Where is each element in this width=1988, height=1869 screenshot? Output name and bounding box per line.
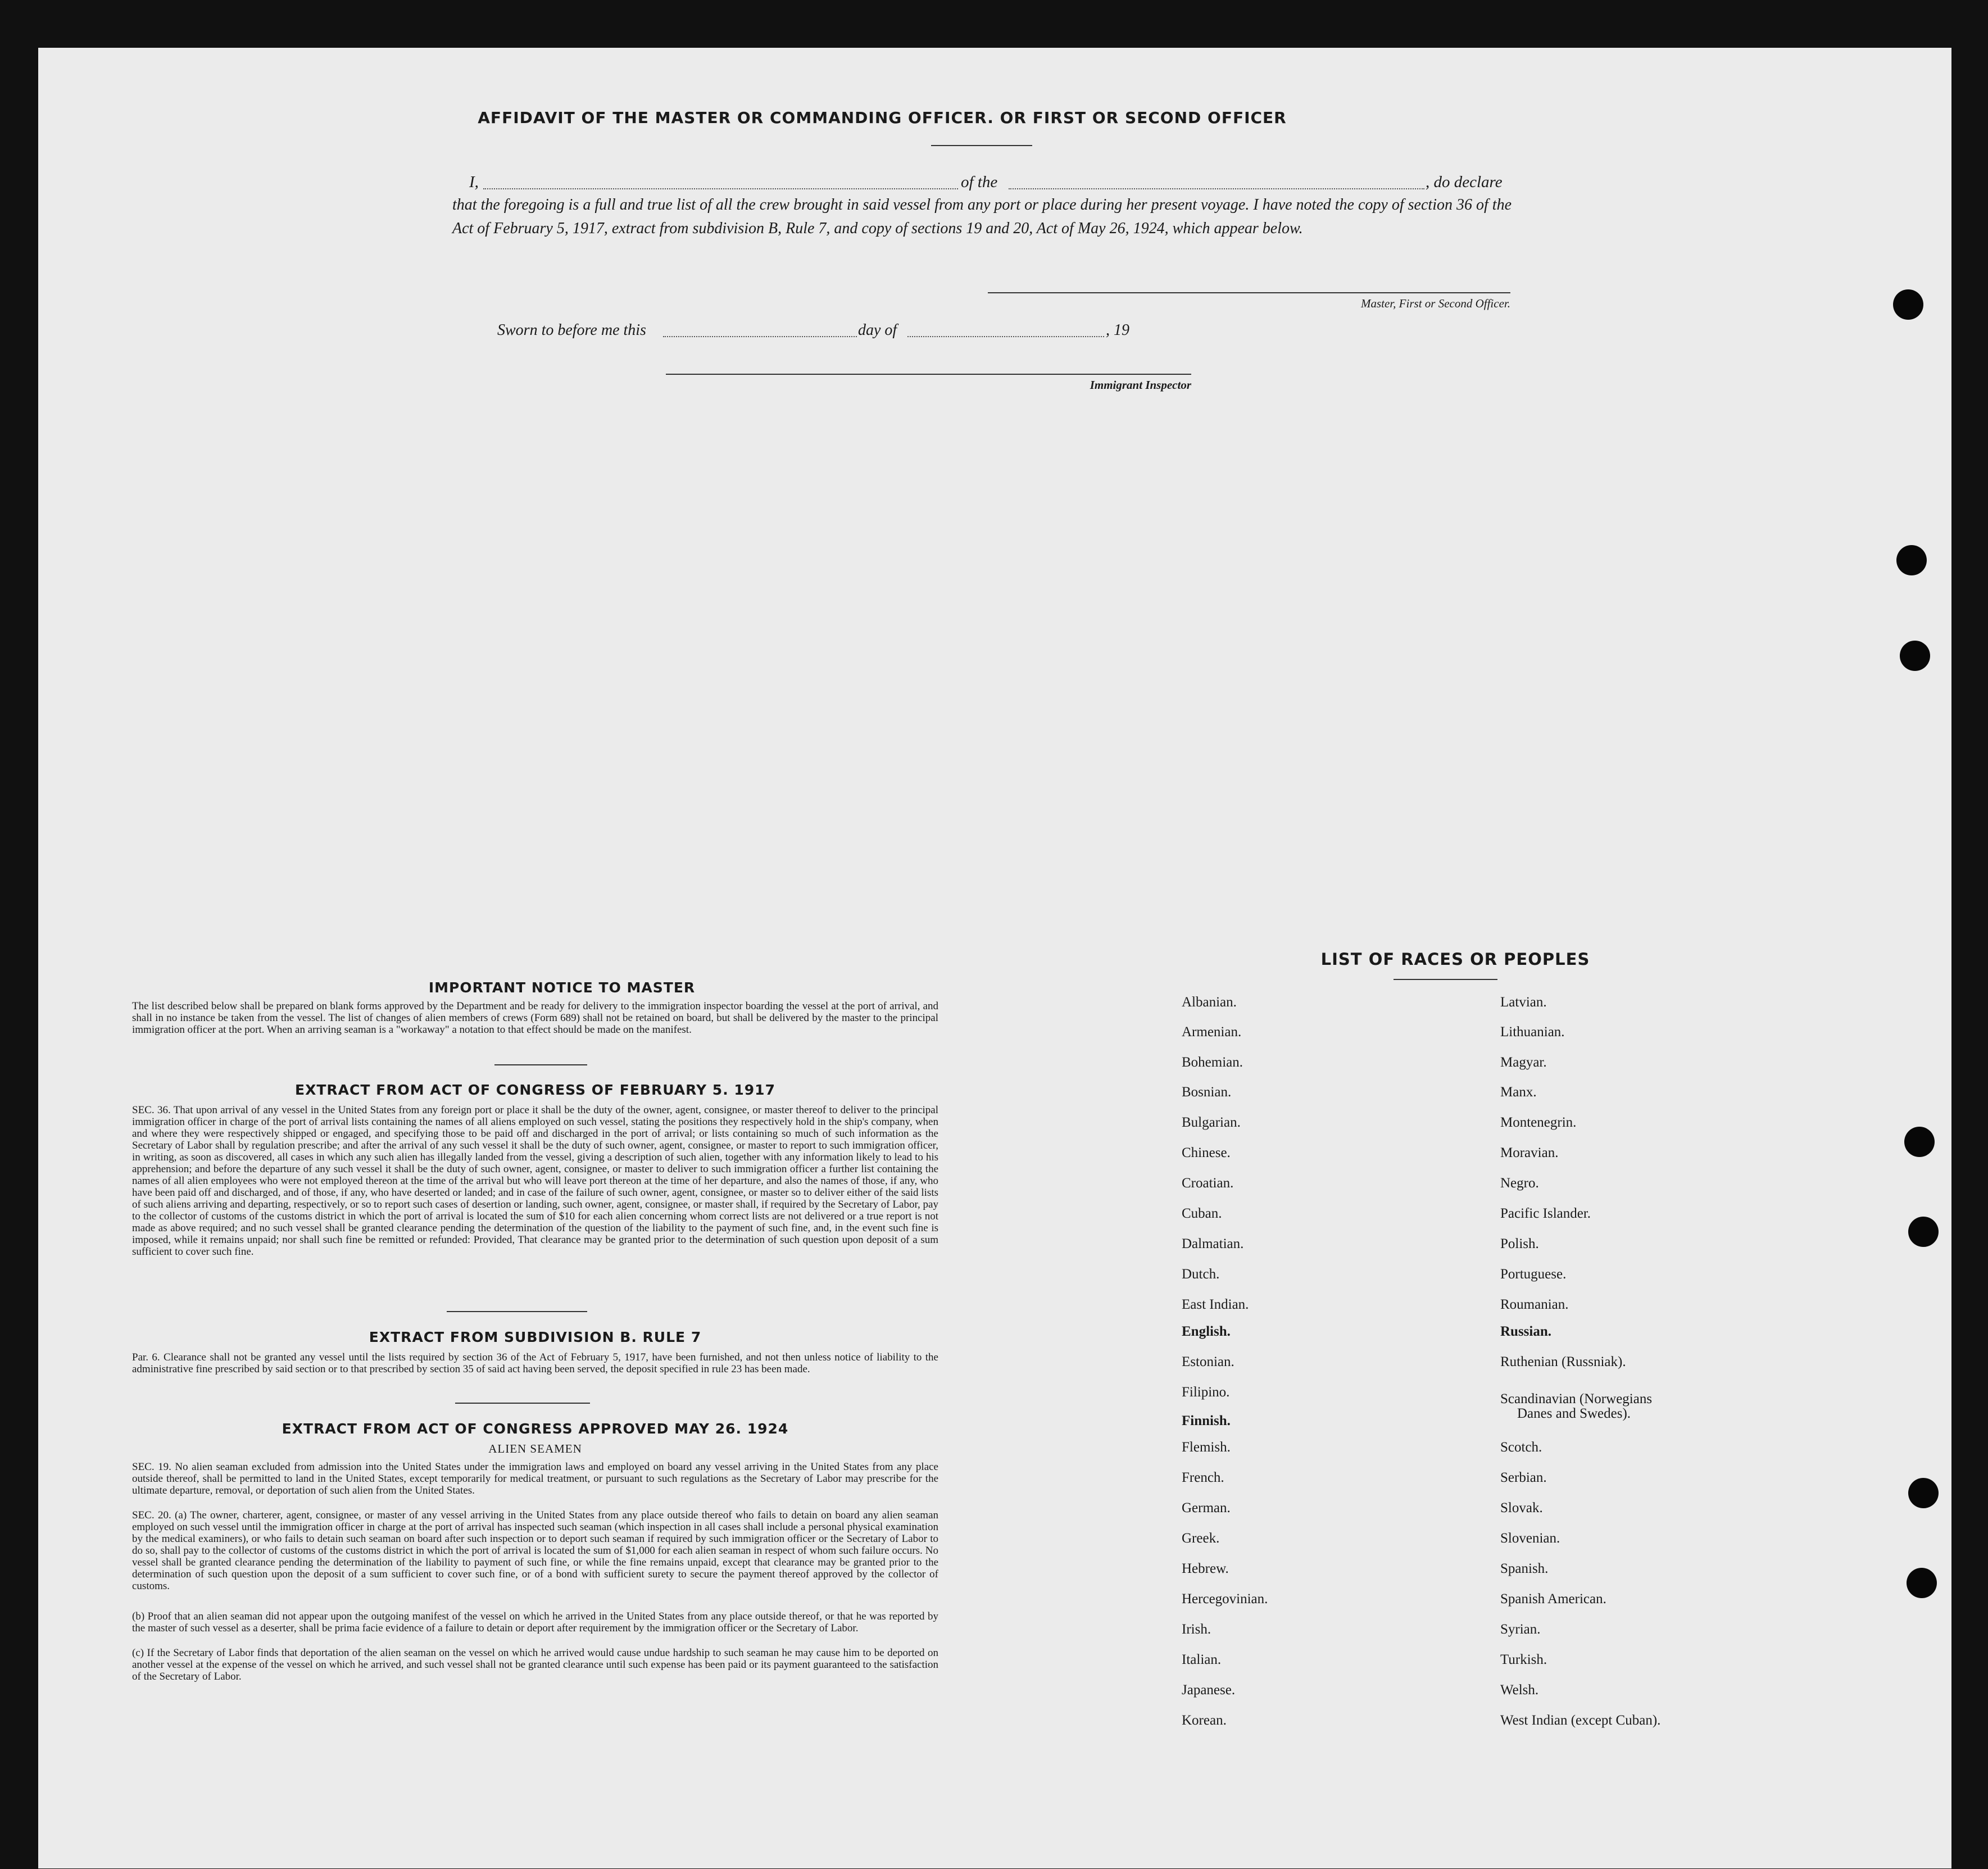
race-item: Moravian.	[1500, 1145, 1559, 1160]
race-item: Bohemian.	[1182, 1055, 1243, 1070]
affidavit-body: that the foregoing is a full and true list of all the crew brought in said vessel from any port or place during her present voyage. I have noted the copy of section 36 of the Act of February 5, 1917, extract from subdivision B, Rule 7, and copy of sections 19 and 20, Act of May 26, 1924, which appear below.	[452, 196, 1512, 237]
race-item: Chinese.	[1182, 1145, 1231, 1160]
binder-hole	[1908, 1217, 1939, 1247]
divider	[494, 1064, 587, 1065]
race-item: Cuban.	[1182, 1206, 1222, 1221]
sworn-label: Sworn to before me this	[497, 321, 646, 339]
race-item: Albanian.	[1182, 995, 1237, 1010]
race-item: Scandinavian (Norwegians	[1500, 1391, 1653, 1407]
race-item: Manx.	[1500, 1085, 1537, 1100]
extract-1924-sec19: SEC. 19. No alien seaman excluded from admission into the United States under the immigration laws and employed on board any vessel arriving in the United States from any place outside thereof, shall be permitted to land in the United States, except temporarily for medical treatment, or pursuant to such regulations as the Secretary of Labor may prescribe for the ultimate departure, removal, or deportation of such alien from the United States.	[132, 1461, 938, 1496]
divider	[455, 1403, 590, 1404]
race-item: Lithuanian.	[1500, 1024, 1565, 1040]
race-item: Dutch.	[1182, 1267, 1220, 1282]
race-item: Polish.	[1500, 1236, 1539, 1251]
race-item: Syrian.	[1500, 1622, 1541, 1637]
race-item: German.	[1182, 1500, 1231, 1516]
race-item: Dalmatian.	[1182, 1236, 1244, 1251]
race-item: Slovak.	[1500, 1500, 1543, 1516]
race-item: Montenegrin.	[1500, 1115, 1577, 1130]
notice-text: The list described below shall be prepared on blank forms approved by the Department and be ready for delivery to the immigration inspector boarding the vessel at the port of arrival, and shall in no instance be taken from the vessel. The list of changes of alien members of crews (Form 689) shall not be retained on board, but shall be delivered by the master to the principal immigration officer at the port. When an arriving seaman is a "workaway" a notation to that effect should be made on the manifest.	[132, 1000, 938, 1036]
race-item: Spanish American.	[1500, 1591, 1606, 1607]
race-item: Korean.	[1182, 1713, 1227, 1728]
race-item: Scotch.	[1500, 1440, 1542, 1455]
race-item: Pacific Islander.	[1500, 1206, 1591, 1221]
declare-label: , do declare	[1426, 173, 1503, 191]
race-item: Slovenian.	[1500, 1531, 1560, 1546]
extract-rule7-text: Par. 6. Clearance shall not be granted any vessel until the lists required by section 36 of the Act of February 5, 1917, have been furnished, and not then unless notice of liability to the administrative fine prescribed by said section or to that prescribed by section 35 of said act having been served, the deposit specified in rule 23 has been made.	[132, 1351, 938, 1375]
binder-hole	[1896, 545, 1927, 575]
race-item: Negro.	[1500, 1176, 1539, 1191]
race-item: English.	[1182, 1324, 1231, 1339]
affidavit-title: AFFIDAVIT OF THE MASTER OR COMMANDING OFFICER. OR FIRST OR SECOND OFFICER	[478, 108, 1287, 127]
race-item: Irish.	[1182, 1622, 1211, 1637]
extract-1924-sec20a: SEC. 20. (a) The owner, charterer, agent, consignee, or master of any vessel arriving in the United States from any place outside thereof who fails to detain on board any alien seaman employed on such vessel until the immigration officer in charge at the port of arrival has inspected such seaman (which inspection in all cases shall include a personal physical examination by the medical examiners), or who fails to detain such seaman on board after such inspection or to deport such seaman if required by such immigration officer or the Secretary of Labor to do so, shall pay to the collector of customs of the customs district in which the port of arrival is located the sum of $1,000 for each alien seaman in respect of whom such failure occurs. No vessel shall be granted clearance pending the determination of the liability to payment of such fine, or while the fine remains unpaid, except that clearance may be granted prior to the determination of such question upon the deposit of a sum sufficient to cover such fine, or of a bond with sufficient surety to secure the payment thereof approved by the collector of customs.	[132, 1509, 938, 1592]
race-item: Spanish.	[1500, 1561, 1549, 1576]
day-of-label: day of	[858, 321, 897, 339]
race-item: Armenian.	[1182, 1024, 1242, 1040]
race-item: Latvian.	[1500, 995, 1547, 1010]
race-item: Serbian.	[1500, 1470, 1547, 1485]
race-item: Croatian.	[1182, 1176, 1234, 1191]
race-item: East Indian.	[1182, 1297, 1249, 1312]
race-item: Ruthenian (Russniak).	[1500, 1354, 1626, 1369]
vessel-label: of the	[961, 173, 998, 191]
race-item: French.	[1182, 1470, 1224, 1485]
signature-line	[988, 292, 1510, 293]
document-page	[38, 48, 1951, 1868]
extract-1924-sec20b: (b) Proof that an alien seaman did not appear upon the outgoing manifest of the vessel on which he arrived in the United States from any place outside thereof, or that he was reported by the master of such vessel as a deserter, shall be prima facie evidence of a failure to detain or deport after requirement by the immigration officer or the Secretary of Labor.	[132, 1611, 938, 1634]
binder-hole	[1900, 641, 1930, 671]
sworn-day-field[interactable]	[663, 336, 857, 337]
race-item: Turkish.	[1500, 1652, 1547, 1667]
race-item: West Indian (except Cuban).	[1500, 1713, 1661, 1728]
extract-1924-subtitle: ALIEN SEAMEN	[488, 1442, 582, 1455]
race-item: Portuguese.	[1500, 1267, 1567, 1282]
race-item: Russian.	[1500, 1324, 1552, 1339]
divider	[447, 1311, 587, 1312]
extract-rule7-title: EXTRACT FROM SUBDIVISION B. RULE 7	[369, 1329, 702, 1345]
race-item: Estonian.	[1182, 1354, 1234, 1369]
year-label: , 19	[1106, 321, 1129, 339]
divider	[931, 145, 1032, 146]
race-item: Roumanian.	[1500, 1297, 1569, 1312]
divider	[1394, 979, 1497, 980]
inspector-label: Immigrant Inspector	[1090, 378, 1191, 392]
binder-hole	[1893, 289, 1923, 320]
binder-hole	[1907, 1568, 1937, 1598]
race-item: Finnish.	[1182, 1413, 1231, 1428]
notice-title: IMPORTANT NOTICE TO MASTER	[428, 979, 696, 996]
binder-hole	[1904, 1127, 1935, 1157]
race-item: Japanese.	[1182, 1682, 1236, 1698]
race-item: Bulgarian.	[1182, 1115, 1241, 1130]
extract-1924-sec20c: (c) If the Secretary of Labor finds that deportation of the alien seaman on the vessel on which he arrived would cause undue hardship to such seaman he may cause him to be deported on another vessel at the expense of the vessel on which he arrived, and such vessel shall not be granted clearance until such expense has been paid or its payment guaranteed to the satisfaction of the Secretary of Labor.	[132, 1647, 938, 1682]
declarant-label: I,	[469, 173, 479, 191]
extract-1917-text: SEC. 36. That upon arrival of any vessel in the United States from any foreign port or place it shall be the duty of the owner, agent, consignee, or master thereof to deliver to the principal immigration officer in charge of the port of arrival lists containing the names of all aliens employed on such vessel, stating the positions they respectively hold in the ship's company, when and where they were respectively shipped or engaged, and specifying those to be paid off and discharged in the port of arrival; or lists containing so much of such information as the Secretary of Labor shall by regulation prescribe; and after the arrival of any such vessel it shall be the duty of such owner, agent, consignee, or master to report to such immigration officer, in writing, as soon as discovered, all cases in which any such alien has illegally landed from the vessel, giving a description of such alien, together with any information likely to lead to his apprehension; and before the departure of any such vessel it shall be the duty of such owner, agent, consignee, or master to deliver to such immigration officer a further list containing the names of all alien employees who were not employed thereon at the time of the arrival but who will leave port thereon at the time of her departure, and also the names of those, if any, who have been paid off and discharged, and of those, if any, who have deserted or landed; and in case of the failure of such owner, agent, consignee, or master so to deliver either of the said lists of such aliens arriving and departing, respectively, or so to report such cases of desertion or landing, such owner, agent, consignee, or master shall, if required by the Secretary of Labor, pay to the collector of customs of the customs district in which the port of arrival is located the sum of $10 for each alien concerning whom correct lists are not delivered or a true report is not made as above required; and no such vessel shall be granted clearance pending the determination of the question of the liability to the payment of such fine, and, in the event such fine is imposed, while it remains unpaid; nor shall such fine be remitted or refunded: Provided, That clearance may be granted prior to the determination of such question upon deposit of a sum sufficient to cover such fine.	[132, 1104, 938, 1258]
binder-hole	[1908, 1478, 1939, 1508]
race-item: Bosnian.	[1182, 1085, 1232, 1100]
race-item: Hercegovinian.	[1182, 1591, 1268, 1607]
race-item: Magyar.	[1500, 1055, 1547, 1070]
signature-label: Master, First or Second Officer.	[1361, 297, 1510, 310]
sworn-month-field[interactable]	[907, 336, 1104, 337]
extract-1917-title: EXTRACT FROM ACT OF CONGRESS OF FEBRUARY 5. 1917	[295, 1082, 775, 1098]
race-item: Filipino.	[1182, 1385, 1230, 1400]
declarant-name-field[interactable]	[483, 188, 958, 189]
race-item: Welsh.	[1500, 1682, 1539, 1698]
vessel-name-field[interactable]	[1009, 188, 1424, 189]
race-item: Greek.	[1182, 1531, 1220, 1546]
extract-1924-title: EXTRACT FROM ACT OF CONGRESS APPROVED MAY 26. 1924	[282, 1421, 789, 1437]
race-item: Italian.	[1182, 1652, 1222, 1667]
race-item: Flemish.	[1182, 1440, 1231, 1455]
race-item: Hebrew.	[1182, 1561, 1229, 1576]
inspector-signature-line	[666, 374, 1191, 375]
race-item: Danes and Swedes).	[1517, 1406, 1631, 1421]
races-title: LIST OF RACES OR PEOPLES	[1320, 950, 1590, 969]
